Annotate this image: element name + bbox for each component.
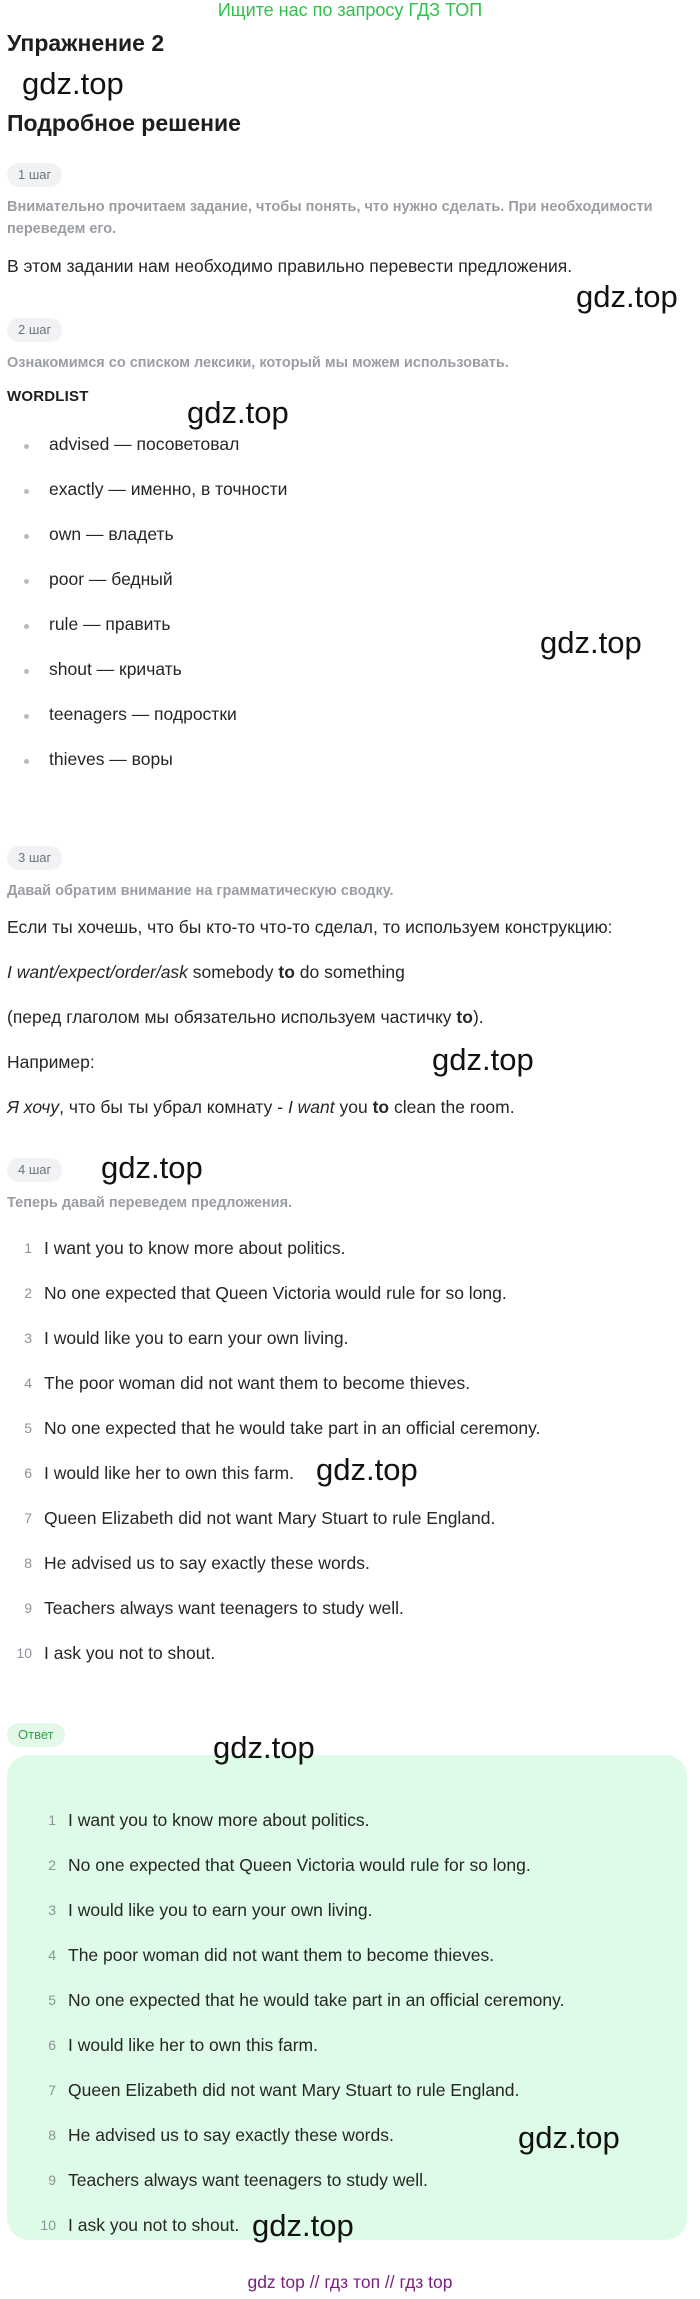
top-banner[interactable]: Ищите нас по запросу ГДЗ ТОП: [217, 0, 483, 20]
watermark: gdz.top: [22, 66, 124, 101]
watermark: gdz.top: [252, 2208, 354, 2243]
step-3-badge: 3 шаг: [7, 846, 62, 870]
example-line: Я хочу, что бы ты убрал комнату - I want you to clean the room.: [7, 1097, 515, 1117]
watermark: gdz.top: [576, 279, 678, 314]
footer-links[interactable]: gdz top // гдз топ // гдз top: [247, 2272, 453, 2292]
step-1-text: В этом задании нам необходимо правильно перевести предложения.: [7, 256, 573, 276]
step-4-badge: 4 шаг: [7, 1158, 62, 1182]
wordlist-title: WORDLIST: [7, 388, 89, 405]
answer-badge: Ответ: [7, 1723, 65, 1747]
step-1-badge: 1 шаг: [7, 163, 62, 187]
example-label: Например:: [7, 1052, 95, 1072]
watermark: gdz.top: [316, 1452, 418, 1487]
wordlist-item: rule — править: [20, 614, 287, 659]
watermark: gdz.top: [213, 1730, 315, 1765]
watermark: gdz.top: [518, 2120, 620, 2155]
step-3-hint: Давай обратим внимание на грамматическую сводку.: [7, 883, 394, 899]
wordlist-item: thieves — воры: [20, 749, 287, 794]
step-2-badge: 2 шаг: [7, 318, 62, 342]
wordlist-item: teenagers — подростки: [20, 704, 287, 749]
wordlist-item: shout — кричать: [20, 659, 287, 704]
solution-heading: Подробное решение: [7, 110, 241, 136]
wordlist-item: poor — бедный: [20, 569, 287, 614]
step-4-hint: Теперь давай переведем предложения.: [7, 1195, 293, 1211]
exercise-title: Упражнение 2: [7, 30, 165, 56]
watermark: gdz.top: [187, 395, 289, 430]
wordlist: [20, 434, 287, 794]
step-1-hint: Внимательно прочитаем задание, чтобы понять, что нужно сделать. При необходимости переведем его.: [7, 199, 653, 237]
step-3-rule: Если ты хочешь, что бы кто-то что-то сделал, то используем конструкцию:: [7, 917, 613, 937]
wordlist-item: advised — посоветовал: [20, 434, 287, 479]
watermark: gdz.top: [432, 1042, 534, 1077]
construction-note: (перед глаголом мы обязательно используем частичку to).: [7, 1007, 484, 1027]
wordlist-item: own — владеть: [20, 524, 287, 569]
watermark: gdz.top: [101, 1150, 203, 1185]
step-2-hint: Ознакомимся со списком лексики, который мы можем использовать.: [7, 355, 509, 371]
wordlist-item: exactly — именно, в точности: [20, 479, 287, 524]
watermark: gdz.top: [540, 625, 642, 660]
construction-line: I want/expect/order/ask somebody to do something: [7, 962, 405, 982]
